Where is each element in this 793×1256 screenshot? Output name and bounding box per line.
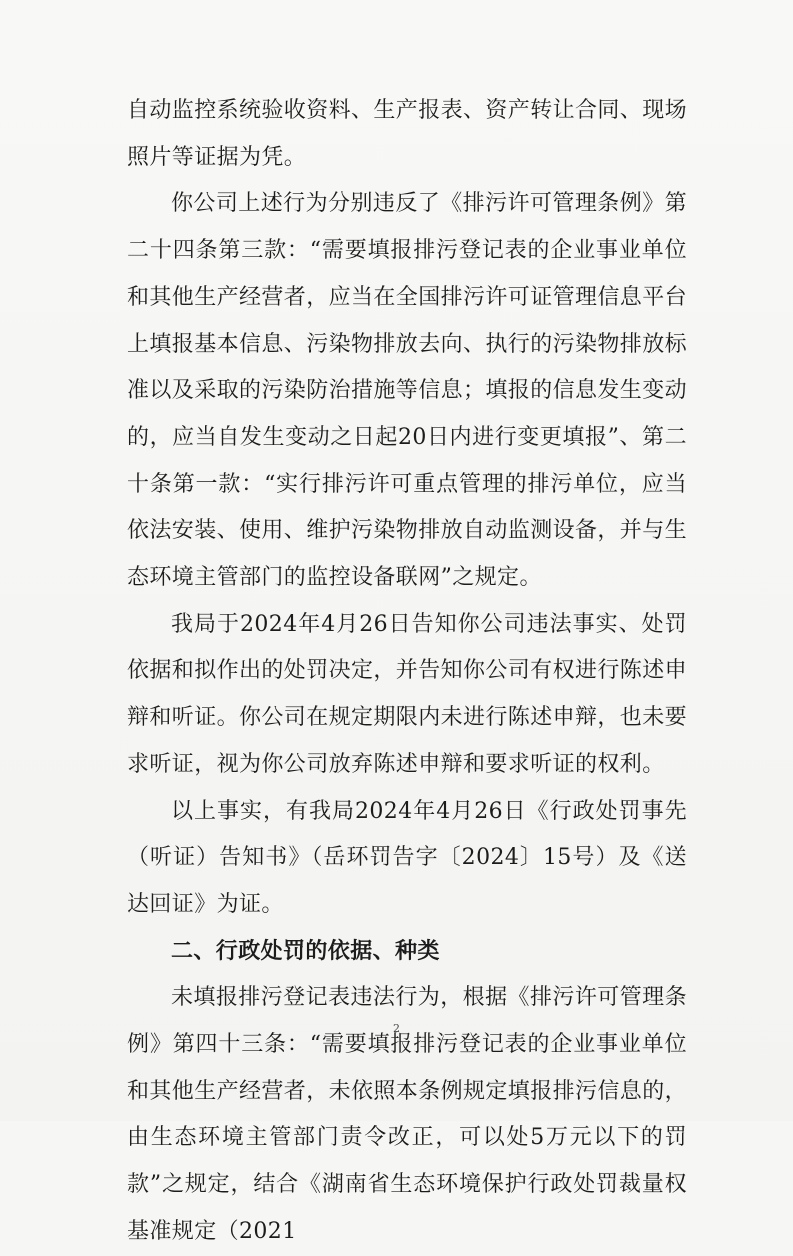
paragraph-legal-basis: 未填报排污登记表违法行为，根据《排污许可管理条例》第四十三条：“需要填报排污登记表的企业事业单位和其他生产经营者，未依照本条例规定填报排污信息的，由生态环境主管部门责令改正，可以处5万元以下的罚款”之规定，结合《湖南省生态环境保护行政处罚裁量权基准规定（2021 — [127, 985, 688, 1244]
document-body — [127, 88, 687, 1256]
section-heading: 二、行政处罚的依据、种类 — [171, 938, 440, 964]
paragraph-violation: 你公司上述行为分别违反了《排污许可管理条例》第二十四条第三款：“需要填报排污登记表的企业事业单位和其他生产经营者，应当在全国排污许可证管理信息平台上填报基本信息、污染物排放去向、执行的污染物排放标准以及采取的污染防治措施等信息；填报的信息发生变动的，应当自发生变动之日起20日内进行变更填报”、第二十条第一款：“实行排污许可重点管理的排污单位，应当依法安装、使用、维护污染物排放自动监测设备，并与生态环境主管部门的监控设备联网”之规定。 — [127, 191, 688, 591]
paragraph-evidence: 自动监控系统验收资料、生产报表、资产转让合同、现场照片等证据为凭。 — [127, 98, 688, 170]
page-number: 2 — [393, 1022, 400, 1035]
paragraph-facts: 以上事实，有我局2024年4月26日《行政处罚事先（听证）告知书》（岳环罚告字〔2024〕15号）及《送达回证》为证。 — [127, 798, 687, 917]
paragraph-notification: 我局于2024年4月26日告知你公司违法事实、处罚依据和拟作出的处罚决定，并告知你公司有权进行陈述申辩和听证。你公司在规定期限内未进行陈述申辩，也未要求听证，视为你公司放弃陈述申辩和要求听证的权利。 — [127, 611, 688, 777]
